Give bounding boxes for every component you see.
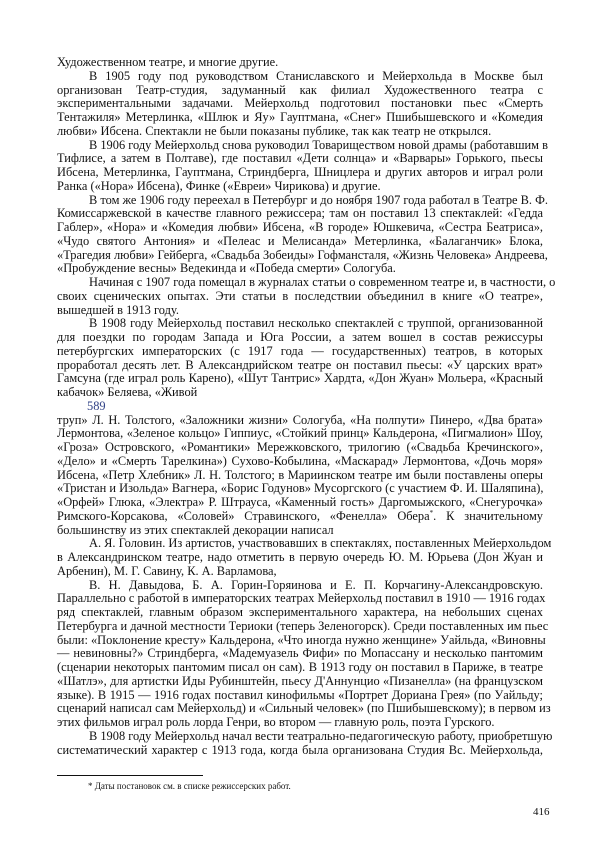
text-line: Ибсена, «Петр Хлебник» Л. Н. Толстого; в Мариинском театре им были поставлены оперы [57, 467, 543, 482]
text-line: труп» Л. Н. Толстого, «Заложники жизни» Сологуба, «На полпути» Пинеро, «Два брата» [57, 412, 543, 427]
page-number: 416 [533, 806, 550, 818]
text-line: для поездки по городам Запада и Юга России, а затем вошел в состав режиссуры [57, 330, 543, 344]
paragraph [57, 275, 556, 317]
text-line: Комиссаржевской в качестве главного режиссера; там он поставил 13 спектаклей: «Гедда [57, 206, 543, 221]
paragraph [57, 536, 552, 578]
text-line: организован Театр-студия, задуманный как филиал Художественного театра с [57, 82, 543, 97]
paragraph [57, 70, 543, 139]
paragraph [57, 317, 543, 400]
text-line: экспериментальными задачами. Мейерхольд подготовил постановки пьес «Смерть [57, 96, 543, 111]
paragraph [57, 56, 543, 70]
text-line: В том же 1906 году переехал в Петербург и до ноября 1907 года работал в Театре В. Ф. [89, 192, 548, 207]
text-line: «Чудо святого Антония» и «Пелеас и Мелисанда» Метерлинка, «Балаганчик» Блока, [57, 233, 543, 248]
text-line: Габлер», «Нора» и «Комедия любви» Ибсена, «В городе» Юшкевича, «Сестра Беатриса», [57, 220, 543, 234]
source-page-marker: 589 [87, 398, 106, 413]
text-line: вышедшей в 1913 году. [57, 302, 179, 317]
text-line: Начиная с 1907 года помещал в журналах статьи о современном театре и, в частности, о [89, 275, 556, 289]
text-line: любви» Ибсена. Спектакли не были показаны публике, так как театр не открылся. [57, 123, 492, 138]
paragraph [57, 728, 553, 758]
footnote-divider [57, 775, 203, 776]
text-line: кабачок» Беляева, «Живой [57, 385, 198, 399]
text-line: сценарий написал сам Мейерхольд) и «Сильный человек» (по Пшибышевскому); в первом из [57, 701, 551, 716]
text-line: ряд спектаклей, главным образом экспериментального характера, на небольших сценах [57, 605, 543, 619]
text-line: «Гроза» Островского, «Романтики» Мережковского, трилогию («Свадьба Кречинского», [57, 440, 543, 454]
text-line: В 1908 году Мейерхольд поставил несколько спектаклей с труппой, организованной [89, 316, 543, 331]
text-line: «Трагедия любви» Гейберга, «Свадьба Зобеиды» Гофмансталя, «Жизнь Человека» Андреева, [57, 247, 548, 262]
text-line: В 1905 году под руководством Станиславского и Мейерхольда в Москве был [89, 68, 543, 83]
text-line: Ибсена, Метерлинка, Гауптмана, Стриндберга, Шницлера и других авторов и играл роли [57, 165, 543, 179]
text-line: — невиновны?» Стриндберга, «Мадемуазель Фифи» по Мопассану и несколько пантомим [57, 646, 543, 661]
text-line: Тентажиля» Метерлинка, «Шлюк и Яу» Гауптмана, «Снег» Пшибышевского и «Комедия [57, 110, 543, 124]
body-text [57, 55, 556, 757]
text-line: Гамсуна (где играл роль Карено), «Шут Тантрис» Хардта, «Дон Жуан» Мольера, «Красный [57, 371, 543, 386]
text-line: Художественном театре, и многие другие. [57, 55, 279, 69]
text-line: «Дело» и «Смерть Тарелкина») Сухово-Кобылина, «Маскарад» Лермонтова, «Дочь моря» [57, 453, 543, 468]
text-line: В. Н. Давыдова, Б. А. Горин-Горяинова и Е. П. Корчагину-Александровскую. [89, 577, 543, 592]
text-line: проработал десять лет. В Александрийском театре он поставил пьесы: «У царских врат» [57, 357, 543, 372]
text-line: «Орфей» Глюка, «Электра» Р. Штрауса, «Каменный гость» Даргомыжского, «Снегурочка» [57, 495, 543, 509]
text-line: этих фильмов играл роль лорда Генри, во втором — главную роль, поэта Гурского. [57, 715, 495, 729]
text-line: в Александринском театре, надо отметить в первую очередь Ю. М. Юрьева (Дон Жуан и [57, 550, 543, 564]
paragraph [57, 414, 543, 538]
text-line: большинству из этих спектаклей декорации написал [57, 522, 334, 537]
text-line: Лермонтова, «Зеленое кольцо» Гиппиус, «Стойкий принц» Кальдерона, «Пигмалион» Шоу, [57, 426, 543, 441]
text-line: «Тристан и Изольда» Вагнера, «Борис Годунов» Мусоргского (с участием Ф. И. Шаляпина), [57, 481, 544, 496]
text-line: Параллельно с работой в императорских театрах Мейерхольд поставил в 1910 — 1916 годах [57, 591, 546, 606]
footnote: * Даты постановок см. в списке режиссерских работ. [88, 781, 291, 791]
text-line: были: «Поклонение кресту» Кальдерона, «Что иногда нужно женщине» Уайльда, «Виновны [57, 632, 546, 647]
text-line: Римского-Корсакова, «Соловей» Стравинского, «Фенелла» Обера*. К значительному [57, 508, 543, 523]
text-line: А. Я. Головин. Из артистов, участвовавших в спектаклях, поставленных Мейерхольдом [89, 536, 552, 551]
text-line: В 1908 году Мейерхольд начал вести театрально-педагогическую работу, приобретшую [89, 728, 553, 743]
footnote-ref[interactable]: * [429, 508, 434, 517]
text-line: «Шатлэ», для артистки Иды Рубинштейн, пьесу Д'Аннунцио «Пизанелла» (на французском [57, 673, 543, 688]
text-line: Петербурга и дачной местности Териоки (теперь Зеленогорск). Среди поставленных им пьес [57, 618, 549, 633]
text-line: языке). В 1915 — 1916 годах поставил кинофильмы «Портрет Дориана Грея» (по Уайльду; [57, 687, 543, 702]
text-line: Тифлисе, а затем в Полтаве), где поставил «Дети солнца» и «Варвары» Горького, пьесы [57, 151, 543, 166]
text-line: Арбенин), М. Г. Савину, К. А. Варламова, [57, 563, 277, 578]
paragraph [57, 137, 548, 194]
text-line: (сценарии некоторых пантомим писал он сам). В 1913 году он поставил в Париже, в театре [57, 660, 543, 674]
text-line: В 1906 году Мейерхольд снова руководил Товариществом новой драмы (работавшим в [89, 137, 548, 152]
text-line: Ранка («Нора» Ибсена), Финке («Евреи» Чирикова) и другие. [57, 178, 381, 193]
paragraph [57, 192, 548, 277]
paragraph [57, 577, 551, 730]
text-line: своих сценических опытах. Эти статьи в последствии объединил в книге «О театре», [57, 288, 543, 303]
text-line: систематический характер с 1913 года, когда была организована Студия Вс. Мейерхольда, [57, 742, 543, 757]
text-line: петербургских императорских (с 1917 года — государственных) театров, в которых [57, 343, 543, 358]
text-line: «Пробуждение весны» Ведекинда и «Победа смерти» Сологуба. [57, 261, 396, 276]
